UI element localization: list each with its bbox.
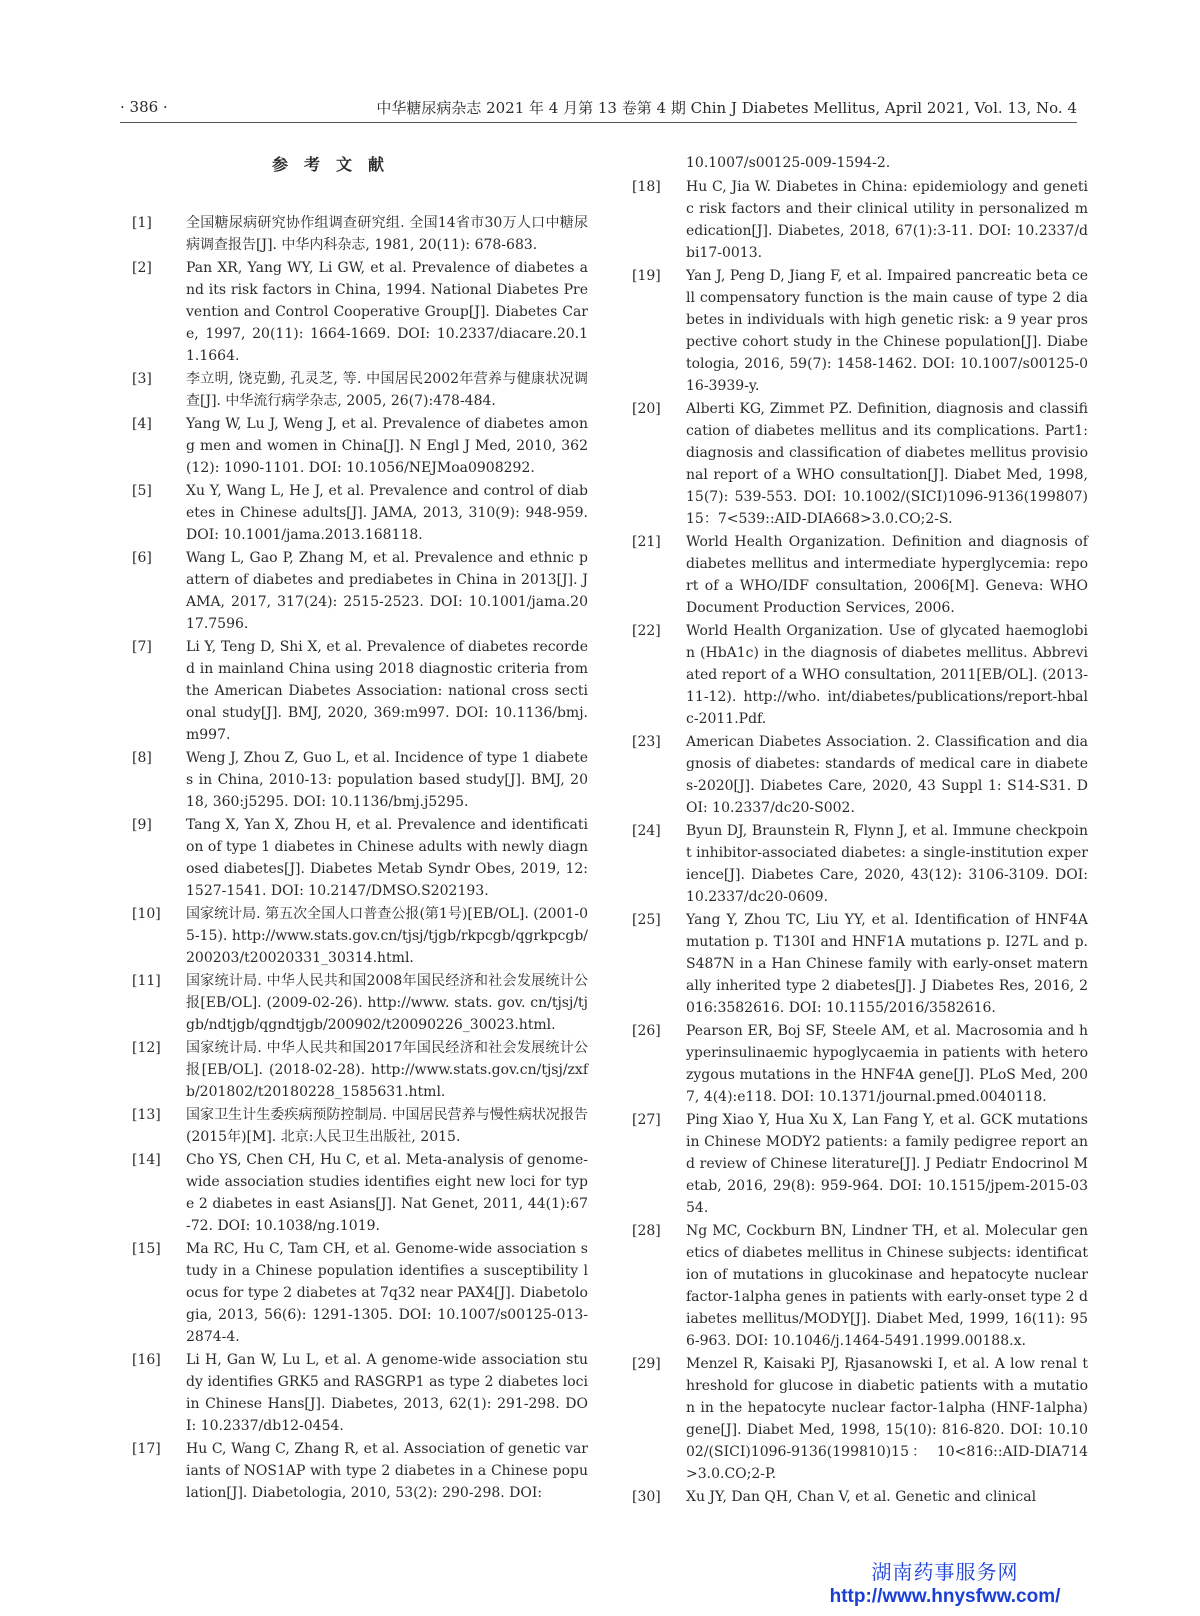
reference-number: [3] xyxy=(132,371,152,387)
reference-text: Menzel R, Kaisaki PJ, Rjasanowski I, et al. A low renal threshold for glucose in diabetic patients with a mutation in the hepatocyte nuclear factor-1alpha (HNF-1alpha) gene[J]. Diabet Med, 1998, 15(10): 816-820. DOI: 10.1002/(SICI)1096-9136(199810)15： 10<816::AID-DIA714>3.0.CO;2-P. xyxy=(686,1356,1088,1482)
reference-number: [4] xyxy=(132,416,152,432)
reference-text: Xu Y, Wang L, He J, et al. Prevalence and control of diabetes in Chinese adults[J]. JAMA, 2013, 310(9): 948-959. DOI: 10.1001/jama.2013.168118. xyxy=(186,483,588,543)
reference-item xyxy=(132,747,588,813)
reference-number: [26] xyxy=(632,1023,661,1039)
reference-item xyxy=(632,1353,1088,1485)
reference-number: [20] xyxy=(632,401,661,417)
reference-text: Yang W, Lu J, Weng J, et al. Prevalence of diabetes among men and women in China[J]. N Engl J Med, 2010, 362(12): 1090-1101. DOI: 10.1056/NEJMoa0908292. xyxy=(186,416,588,476)
reference-number: [23] xyxy=(632,734,661,750)
reference-number: [27] xyxy=(632,1112,661,1128)
reference-item xyxy=(132,1104,588,1148)
reference-number: [18] xyxy=(632,179,661,195)
reference-number: [10] xyxy=(132,906,161,922)
reference-item xyxy=(632,1486,1088,1508)
reference-text: 国家统计局. 第五次全国人口普查公报(第1号)[EB/OL]. (2001-05-15). http://www.stats.gov.cn/tjsj/tjgb/rkpcgb/qgrkpcgb/200203/t20020331_30314.html. xyxy=(186,906,588,966)
reference-number: [30] xyxy=(632,1489,661,1505)
reference-number: [1] xyxy=(132,215,152,231)
reference-text: 国家卫生计生委疾病预防控制局. 中国居民营养与慢性病状况报告(2015年)[M]. 北京:人民卫生出版社, 2015. xyxy=(186,1107,588,1145)
reference-text: American Diabetes Association. 2. Classification and diagnosis of diabetes: standards of medical care in diabetes-2020[J]. Diabetes Care, 2020, 43 Suppl 1: S14-S31. DOI: 10.2337/dc20-S002. xyxy=(686,734,1088,816)
reference-item xyxy=(132,413,588,479)
reference-text: Hu C, Jia W. Diabetes in China: epidemiology and genetic risk factors and their clinical utility in personalized medication[J]. Diabetes, 2018, 67(1):3-11. DOI: 10.2337/dbi17-0013. xyxy=(686,179,1088,261)
reference-number: [28] xyxy=(632,1223,661,1239)
reference-item xyxy=(132,1149,588,1237)
reference-text: Pan XR, Yang WY, Li GW, et al. Prevalence of diabetes and its risk factors in China, 1994. National Diabetes Prevention and Control Cooperative Group[J]. Diabetes Care, 1997, 20(11): 1664-1669. DOI: 10.2337/diacare.20.11.1664. xyxy=(186,260,588,364)
reference-text: World Health Organization. Definition and diagnosis of diabetes mellitus and intermediate hyperglycemia: report of a WHO/IDF consultation, 2006[M]. Geneva: WHO Document Production Services, 2006. xyxy=(686,534,1088,616)
reference-item xyxy=(132,970,588,1036)
references-left-column xyxy=(132,212,588,1505)
reference-text: Li Y, Teng D, Shi X, et al. Prevalence of diabetes recorded in mainland China using 2018 diagnostic criteria from the American Diabetes Association: national cross sectional study[J]. BMJ, 2020, 369:m997. DOI: 10.1136/bmj.m997. xyxy=(186,639,588,743)
reference-item xyxy=(132,814,588,902)
reference-text: Wang L, Gao P, Zhang M, et al. Prevalence and ethnic pattern of diabetes and prediabetes in China in 2013[J]. JAMA, 2017, 317(24): 2515-2523. DOI: 10.1001/jama.2017.7596. xyxy=(186,550,588,632)
reference-text: Hu C, Wang C, Zhang R, et al. Association of genetic variants of NOS1AP with type 2 diabetes in a Chinese population[J]. Diabetologia, 2010, 53(2): 290-298. DOI: xyxy=(186,1441,588,1501)
reference-number: [12] xyxy=(132,1040,161,1056)
reference-item xyxy=(132,480,588,546)
reference-text: Ma RC, Hu C, Tam CH, et al. Genome-wide association study in a Chinese population identifies a susceptibility locus for type 2 diabetes at 7q32 near PAX4[J]. Diabetologia, 2013, 56(6): 1291-1305. DOI: 10.1007/s00125-013-2874-4. xyxy=(186,1241,588,1345)
reference-item xyxy=(632,1220,1088,1352)
page-number: · 386 · xyxy=(120,98,168,116)
reference-number: [9] xyxy=(132,817,152,833)
reference-item xyxy=(132,903,588,969)
reference-number: [17] xyxy=(132,1441,161,1457)
reference-number: [6] xyxy=(132,550,152,566)
reference-number: [24] xyxy=(632,823,661,839)
reference-text: Weng J, Zhou Z, Guo L, et al. Incidence of type 1 diabetes in China, 2010-13: population based study[J]. BMJ, 2018, 360:j5295. DOI: 10.1136/bmj.j5295. xyxy=(186,750,588,810)
running-header xyxy=(120,96,1077,123)
reference-number: [7] xyxy=(132,639,152,655)
journal-citation-line: 中华糖尿病杂志 2021 年 4 月第 13 卷第 4 期 Chin J Diabetes Mellitus, April 2021, Vol. 13, No. 4 xyxy=(376,99,1077,117)
reference-number: [11] xyxy=(132,973,161,989)
reference-item xyxy=(132,636,588,746)
reference-item xyxy=(632,1020,1088,1108)
reference-text: Tang X, Yan X, Zhou H, et al. Prevalence and identification of type 1 diabetes in Chinese adults with newly diagnosed diabetes[J]. Diabetes Metab Syndr Obes, 2019, 12: 1527-1541. DOI: 10.2147/DMSO.S202193. xyxy=(186,817,589,899)
reference-item xyxy=(132,1349,588,1437)
reference-item xyxy=(632,1109,1088,1219)
reference-number: [21] xyxy=(632,534,661,550)
reference-number: [22] xyxy=(632,623,661,639)
reference-text: Byun DJ, Braunstein R, Flynn J, et al. Immune checkpoint inhibitor-associated diabetes: a single-institution experience[J]. Diabetes Care, 2020, 43(12): 3106-3109. DOI: 10.2337/dc20-0609. xyxy=(686,823,1088,905)
references-right-column xyxy=(632,152,1088,1509)
reference-item xyxy=(132,1238,588,1348)
reference-number: [29] xyxy=(632,1356,661,1372)
reference-text: Yan J, Peng D, Jiang F, et al. Impaired pancreatic beta cell compensatory function is the main cause of type 2 diabetes in individuals with high genetic risk: a 9 year prospective cohort study in the Chinese population[J]. Diabetologia, 2016, 59(7): 1458-1462. DOI: 10.1007/s00125-016-3939-y. xyxy=(686,268,1088,394)
reference-number: [13] xyxy=(132,1107,161,1123)
reference-item xyxy=(632,531,1088,619)
reference-continuation: 10.1007/s00125-009-1594-2. xyxy=(686,155,891,171)
reference-text: 李立明, 饶克勤, 孔灵芝, 等. 中国居民2002年营养与健康状况调查[J]. 中华流行病学杂志, 2005, 26(7):478-484. xyxy=(186,371,588,409)
reference-text: Ping Xiao Y, Hua Xu X, Lan Fang Y, et al. GCK mutations in Chinese MODY2 patients: a family pedigree report and review of Chinese literature[J]. J Pediatr Endocrinol Metab, 2016, 29(8): 959-964. DOI: 10.1515/jpem-2015-0354. xyxy=(686,1112,1088,1216)
reference-number: [14] xyxy=(132,1152,161,1168)
reference-item xyxy=(132,368,588,412)
reference-item xyxy=(632,620,1088,730)
reference-item xyxy=(132,1037,588,1103)
reference-number: [25] xyxy=(632,912,661,928)
reference-text: Ng MC, Cockburn BN, Lindner TH, et al. Molecular genetics of diabetes mellitus in Chinese subjects: identification of mutations in glucokinase and hepatocyte nuclear factor-1alpha genes in patients with early-onset type 2 diabetes mellitus/MODY[J]. Diabet Med, 1999, 16(11): 956-963. DOI: 10.1046/j.1464-5491.1999.00188.x. xyxy=(686,1223,1088,1349)
reference-text: 国家统计局. 中华人民共和国2017年国民经济和社会发展统计公报[EB/OL]. (2018-02-28). http://www.stats.gov.cn/tjsj/zxfb/201802/t20180228_1585631.html. xyxy=(186,1040,588,1100)
watermark-url: http://www.hnysfww.com/ xyxy=(829,1586,1061,1607)
reference-text: Cho YS, Chen CH, Hu C, et al. Meta-analysis of genome-wide association studies identifies eight new loci for type 2 diabetes in east Asians[J]. Nat Genet, 2011, 44(1):67-72. DOI: 10.1038/ng.1019. xyxy=(186,1152,588,1234)
reference-number: [16] xyxy=(132,1352,161,1368)
reference-text: 全国糖尿病研究协作组调查研究组. 全国14省市30万人口中糖尿病调查报告[J]. 中华内科杂志, 1981, 20(11): 678-683. xyxy=(186,215,588,253)
reference-item xyxy=(132,547,588,635)
reference-number: [2] xyxy=(132,260,152,276)
reference-text: Li H, Gan W, Lu L, et al. A genome-wide association study identifies GRK5 and RASGRP1 as type 2 diabetes loci in Chinese Hans[J]. Diabetes, 2013, 62(1): 291-298. DOI: 10.2337/db12-0454. xyxy=(186,1352,588,1434)
reference-item xyxy=(132,257,588,367)
reference-number: [8] xyxy=(132,750,152,766)
reference-text: Xu JY, Dan QH, Chan V, et al. Genetic and clinical xyxy=(686,1489,1037,1505)
reference-number: [5] xyxy=(132,483,152,499)
reference-text: 国家统计局. 中华人民共和国2008年国民经济和社会发展统计公报[EB/OL]. (2009-02-26). http://www. stats. gov. cn/tjsj/tjgb/ndtjgb/qgndtjgb/200902/t20090226_30023.html. xyxy=(186,973,588,1033)
reference-item xyxy=(632,909,1088,1019)
reference-item xyxy=(632,265,1088,397)
reference-item xyxy=(632,398,1088,530)
reference-text: Pearson ER, Boj SF, Steele AM, et al. Macrosomia and hyperinsulinaemic hypoglycaemia in patients with heterozygous mutations in the HNF4A gene[J]. PLoS Med, 2007, 4(4):e118. DOI: 10.1371/journal.pmed.0040118. xyxy=(686,1023,1088,1105)
watermark-site-name: 湖南药事服务网 xyxy=(871,1562,1019,1584)
reference-item xyxy=(632,820,1088,908)
references-heading: 参考文献 xyxy=(271,155,400,174)
reference-number: [15] xyxy=(132,1241,161,1257)
reference-item xyxy=(632,731,1088,819)
watermark xyxy=(820,1561,1070,1609)
reference-text: Alberti KG, Zimmet PZ. Definition, diagnosis and classification of diabetes mellitus and its complications. Part1: diagnosis and classification of diabetes mellitus provisional report of a WHO consultation[J]. Diabet Med, 1998, 15(7): 539-553. DOI: 10.1002/(SICI)1096-9136(199807)15：7<539::AID-DIA668>3.0.CO;2-S. xyxy=(686,401,1088,527)
reference-item xyxy=(132,1438,588,1504)
reference-item xyxy=(132,212,588,256)
reference-number: [19] xyxy=(632,268,661,284)
reference-text: World Health Organization. Use of glycated haemoglobin (HbA1c) in the diagnosis of diabetes mellitus. Abbreviated report of a WHO consultation, 2011[EB/OL]. (2013-11-12). http://who. int/diabetes/publications/report-hbalc-2011.Pdf. xyxy=(686,623,1088,727)
reference-text: Yang Y, Zhou TC, Liu YY, et al. Identification of HNF4A mutation p. T130I and HNF1A mutations p. I27L and p. S487N in a Han Chinese family with early-onset maternally inherited type 2 diabetes[J]. J Diabetes Res, 2016, 2016:3582616. DOI: 10.1155/2016/3582616. xyxy=(686,912,1088,1016)
reference-item xyxy=(632,176,1088,264)
